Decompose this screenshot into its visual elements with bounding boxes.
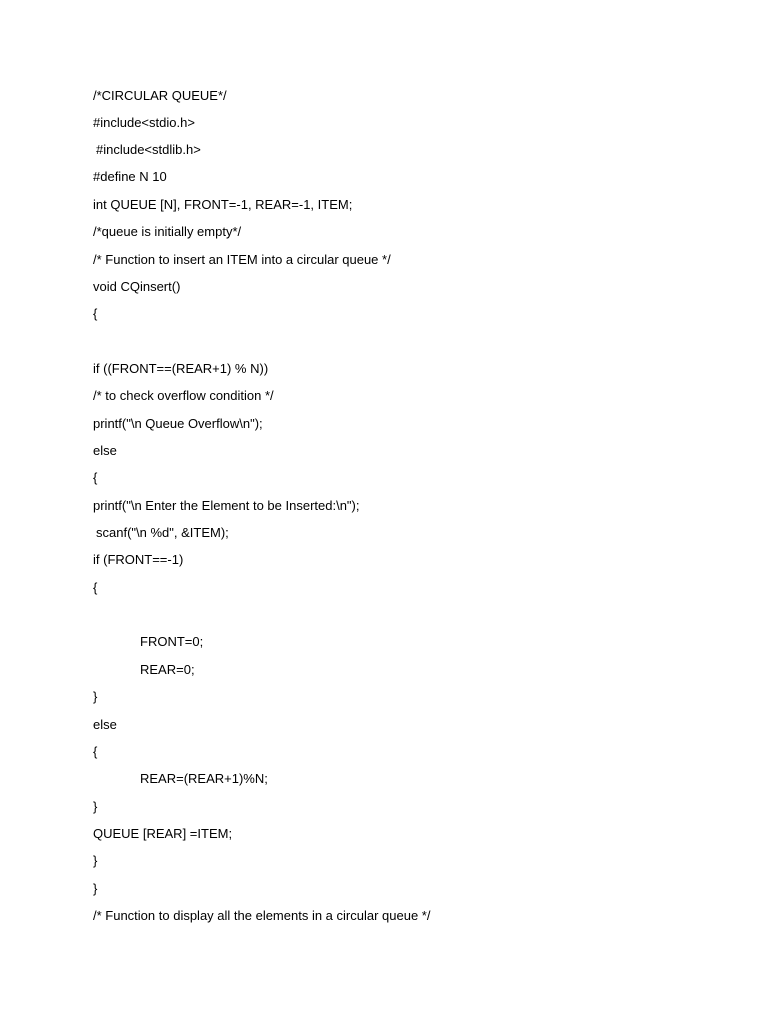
- code-line-include-stdlib: #include<stdlib.h>: [96, 142, 201, 157]
- code-line-front-zero: FRONT=0;: [140, 634, 204, 649]
- code-line-comment-overflow: /* to check overflow condition */: [93, 388, 274, 403]
- code-line-close-brace: }: [93, 689, 98, 704]
- code-line-close-brace: }: [93, 853, 98, 868]
- code-line-if-overflow: if ((FRONT==(REAR+1) % N)): [93, 361, 269, 376]
- code-line-open-brace: {: [93, 744, 98, 759]
- code-line-printf-overflow: printf("\n Queue Overflow\n");: [93, 416, 263, 431]
- code-line-queue-assign: QUEUE [REAR] =ITEM;: [93, 826, 233, 841]
- code-line-open-brace: {: [93, 306, 98, 321]
- code-line-function-signature: void CQinsert(): [93, 279, 181, 294]
- code-line-scanf: scanf("\n %d", &ITEM);: [96, 525, 229, 540]
- code-line-define: #define N 10: [93, 169, 167, 184]
- code-line-declarations: int QUEUE [N], FRONT=-1, REAR=-1, ITEM;: [93, 197, 353, 212]
- code-line-include-stdio: #include<stdio.h>: [93, 115, 195, 130]
- code-line-open-brace: {: [93, 470, 98, 485]
- code-line-close-brace: }: [93, 881, 98, 896]
- code-line-if-front: if (FRONT==-1): [93, 552, 184, 567]
- code-line-else: else: [93, 717, 117, 732]
- code-line-rear-increment: REAR=(REAR+1)%N;: [140, 771, 268, 786]
- code-line-comment-insert: /* Function to insert an ITEM into a circular queue */: [93, 252, 391, 267]
- code-line-printf-enter: printf("\n Enter the Element to be Inserted:\n");: [93, 498, 360, 513]
- code-line-close-brace: }: [93, 799, 98, 814]
- code-line-comment-title: /*CIRCULAR QUEUE*/: [93, 88, 227, 103]
- code-line-comment-empty: /*queue is initially empty*/: [93, 224, 242, 239]
- code-line-else: else: [93, 443, 117, 458]
- code-line-comment-display: /* Function to display all the elements in a circular queue */: [93, 908, 431, 923]
- code-line-rear-zero: REAR=0;: [140, 662, 195, 677]
- code-line-open-brace: {: [93, 580, 98, 595]
